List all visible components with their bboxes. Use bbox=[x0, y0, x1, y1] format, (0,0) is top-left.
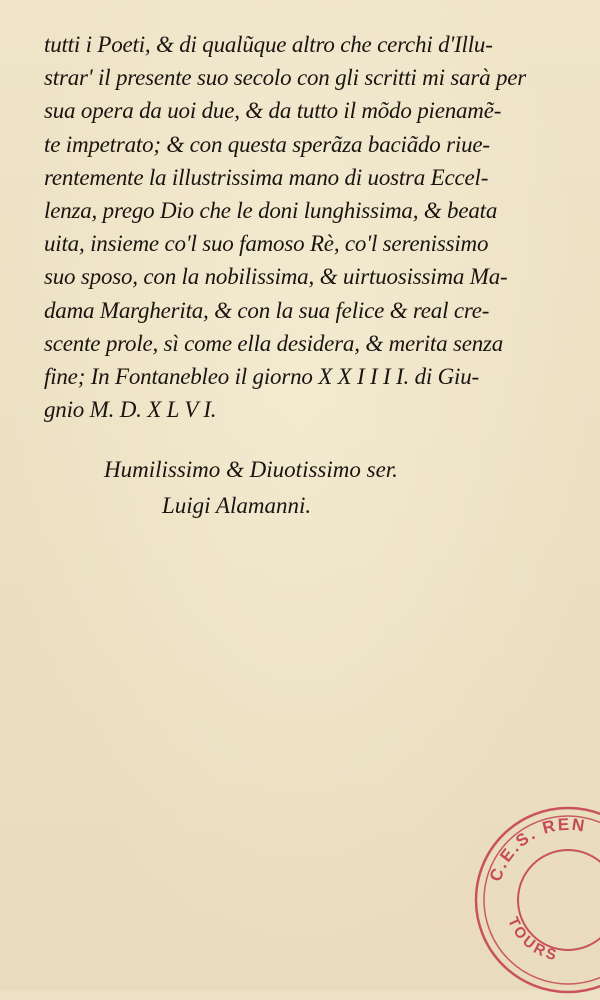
library-stamp bbox=[468, 800, 600, 1000]
stamp-side-text: TOURS bbox=[504, 914, 561, 965]
body-line: scente prole, sì come ella desidera, & merita senza bbox=[44, 330, 504, 356]
letter-body bbox=[44, 28, 564, 426]
signature-closing: Humilissimo & Diuotissimo ser. bbox=[104, 457, 398, 482]
body-line: lenza, prego Dio che le doni lunghissima, & beata bbox=[44, 197, 498, 223]
body-line: te impetrato; & con questa sperãza baciãdo riue- bbox=[44, 131, 490, 157]
body-line: tutti i Poeti, & di qualũque altro che cerchi d'Illu- bbox=[44, 32, 493, 57]
signature-name: Luigi Alamanni. bbox=[162, 493, 312, 518]
body-line: uita, insieme co'l suo famoso Rè, co'l serenissimo bbox=[44, 231, 489, 257]
body-line: suo sposo, con la nobilissima, & uirtuosissima Ma- bbox=[44, 264, 508, 290]
body-line: rentemente la illustrissima mano di uostra Eccel- bbox=[44, 164, 489, 190]
body-line: strar' il presente suo secolo con gli scritti mi sarà per bbox=[44, 65, 527, 91]
stamp-top-text: C.E.S. REN bbox=[485, 814, 588, 884]
body-line: fine; In Fontanebleo il giorno X X I I I I. di Giu- bbox=[44, 363, 480, 389]
body-line: sua opera da uoi due, & da tutto il mõdo pienamẽ- bbox=[44, 98, 502, 124]
body-line: dama Margherita, & con la sua felice & real cre- bbox=[44, 297, 490, 323]
body-line: gnio M. D. X L V I. bbox=[44, 397, 217, 423]
signature-block bbox=[104, 452, 504, 524]
